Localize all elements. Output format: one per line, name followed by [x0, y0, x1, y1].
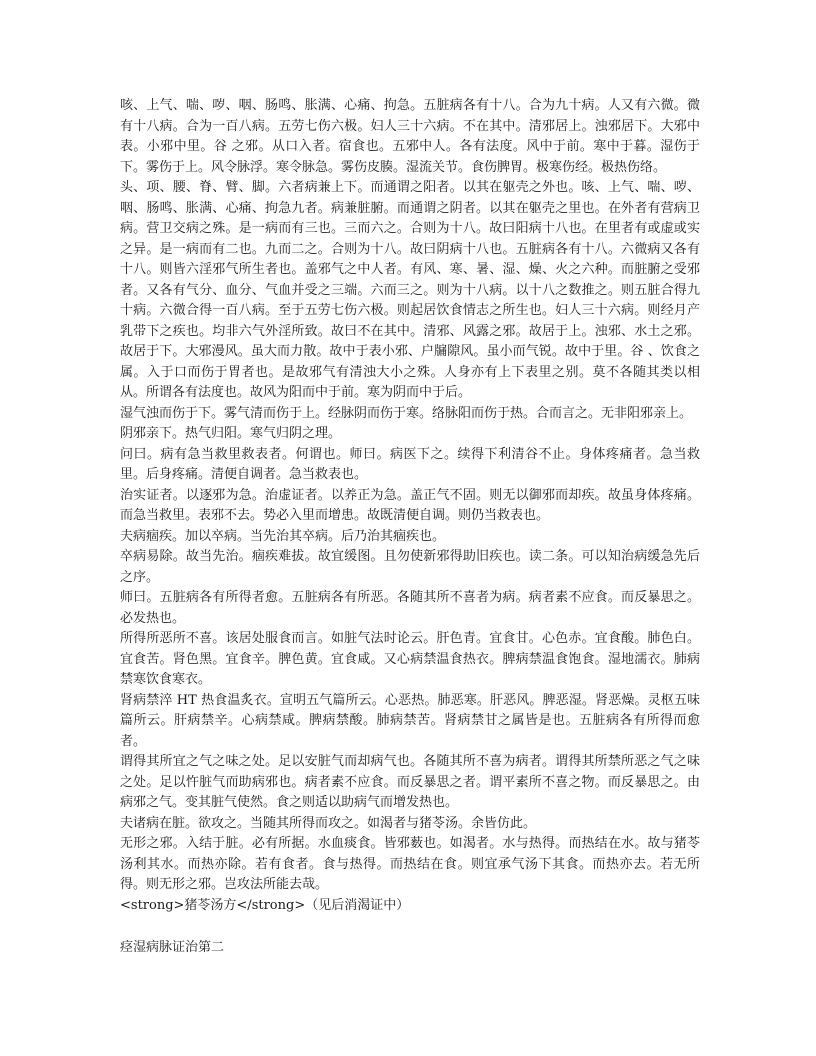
paragraph: 卒病易除。故当先治。痼疾难拔。故宜缓图。且勿使新邪得助旧疾也。读二条。可以知治病缓急先后之序。: [120, 549, 700, 585]
paragraph: 问曰。病有急当救里救表者。何谓也。师曰。病医下之。续得下利清谷不止。身体疼痛者。急当救里。后身疼痛。清便自调者。急当救表也。: [120, 446, 700, 482]
paragraph: 阴邪亲下。热气归阳。寒气归阴之理。: [120, 426, 342, 441]
paragraph: 夫病痼疾。加以卒病。当先治其卒病。后乃治其痼疾也。: [120, 528, 446, 544]
section-spacer: [120, 916, 700, 938]
paragraph: 湿气浊而伤于下。雾气清而伤于上。经脉阴而伤于寒。络脉阳而伤于热。合而言之。无非阳邪亲上。: [120, 405, 693, 421]
paragraph: 肾病禁淬 HT 热食温炙衣。宣明五气篇所云。心恶热。肺恶寒。肝恶风。脾恶湿。肾恶燥。灵枢五味篇所云。肝病禁辛。心病禁咸。脾病禁酸。肺病禁苦。肾病禁甘之属皆是也。五脏病各有所得而愈者。: [120, 692, 700, 749]
formula-title-line: <strong>猪苓汤方</strong>（见后消渴证中）: [120, 897, 410, 913]
paragraph: 夫诸病在脏。欲攻之。当随其所得而攻之。如渴者与猪苓汤。余皆仿此。: [120, 815, 537, 831]
section-heading: 痉湿病脉证治第二: [120, 940, 225, 955]
paragraph: 治实证者。以逐邪为急。治虚证者。以养正为急。盖正气不固。则无以御邪而却疾。故虽身体疼痛。而急当救里。表邪不去。势必入里而增患。故既清便自调。则仍当救表也。: [120, 487, 700, 523]
paragraph: 师曰。五脏病各有所得者愈。五脏病各有所恶。各随其所不喜者为病。病者素不应食。而反暴思之。必发热也。: [120, 590, 700, 626]
document-page: [120, 96, 700, 959]
paragraph: 无形之邪。入结于脏。必有所据。水血痰食。皆邪薮也。如渴者。水与热得。而热结在水。故与猪苓汤利其水。而热亦除。若有食者。食与热得。而热结在食。则宜承气汤下其食。而热亦去。若无所得。则无形之邪。岂攻法所能去哉。: [120, 836, 700, 892]
paragraph: 所得所恶所不喜。该居处服食而言。如脏气法时论云。肝色青。宜食甘。心色赤。宜食酸。肺色白。宜食苦。肾色黑。宜食辛。脾色黄。宜食咸。又心病禁温食热衣。脾病禁温食饱食。湿地濡衣。肺病禁寒饮食寒衣。: [120, 631, 700, 687]
paragraph: 咳、上气、喘、哕、咽、肠鸣、胀满、心痛、拘急。五脏病各有十八。合为九十病。人又有六微。微有十八病。合为一百八病。五劳七伤六极。妇人三十六病。不在其中。清邪居上。浊邪居下。大邪中表。小邪中里。谷 之邪。从口入者。宿食也。五邪中人。各有法度。风中于前。寒中于暮。湿伤于下。雾伤于上。风令脉浮。寒令脉急。雾伤皮腠。湿流关节。食伤脾胃。极寒伤经。极热伤络。: [120, 98, 700, 175]
paragraph: 谓得其所宜之气之味之处。足以安脏气而却病气也。各随其所不喜为病者。谓得其所禁所恶之气之味之处。足以忤脏气而助病邪也。病者素不应食。而反暴思之者。谓平素所不喜之物。而反暴思之。由病邪之气。变其脏气使然。食之则适以助病气而增发热也。: [120, 754, 700, 810]
paragraph: 头、项、腰、脊、臂、脚。六者病兼上下。而通谓之阳者。以其在躯壳之外也。咳、上气、喘、哕、咽、肠鸣、胀满、心痛、拘急九者。病兼脏腑。而通谓之阴者。以其在躯壳之里也。在外者有营病卫病。营卫交病之殊。是一病而有三也。三而六之。合则为十八。故曰阳病十八也。在里者有或虚或实之异。是一病而有二也。九而二之。合则为十八。故曰阴病十八也。五脏病各有十八。六微病又各有十八。则皆六淫邪气所生者也。盖邪气之中人者。有风、寒、暑、湿、燥、火之六种。而脏腑之受邪者。又各有气分、血分、气血并受之三端。六而三之。则为十八病。以十八之数推之。则五脏合得九十病。六微合得一百八病。至于五劳七伤六极。则起居饮食情志之所生也。妇人三十六病。则经月产乳带下之疾也。均非六气外淫所致。故曰不在其中。清邪、风露之邪。故居于上。浊邪、水土之邪。故居于下。大邪漫风。虽大而力散。故中于表小邪、户牖隙风。虽小而气锐。故中于里。谷 、饮食之属。入于口而伤于胃者也。是故邪气有清浊大小之殊。人身亦有上下表里之别。莫不各随其类以相从。所谓各有法度也。故风为阳而中于前。寒为阴而中于后。: [120, 180, 700, 400]
